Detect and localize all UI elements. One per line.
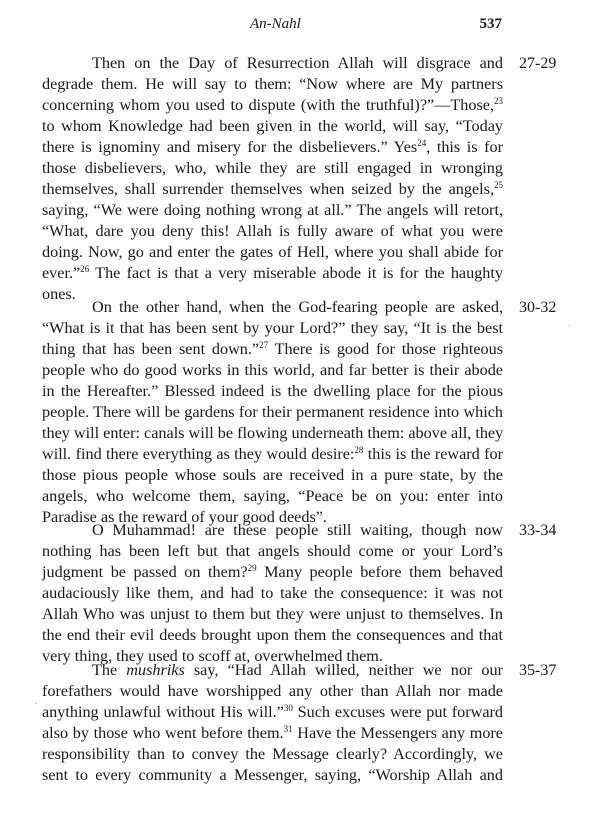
text-run: angels, who welcome them, saying, “Peace be on you: enter into <box>42 487 503 505</box>
paragraph <box>42 297 503 528</box>
text-run: in the Hereafter.” Blessed indeed is the dwelling place for the pious <box>42 382 503 400</box>
text-run: this is the reward for <box>363 445 503 463</box>
page-header <box>60 16 500 36</box>
text-run: sent to every community a Messenger, saying, “Worship Allah and <box>42 766 503 784</box>
text-line <box>42 702 503 723</box>
footnote-marker: 31 <box>283 724 293 734</box>
footnote-marker: 27 <box>259 340 269 350</box>
text-run: degrade them. He will say to them: “Now where are My partners <box>42 75 503 93</box>
text-run: There is good for those righteous <box>268 340 503 358</box>
text-run: On the other hand, when the God-fearing people are asked, <box>92 298 503 316</box>
text-run: The <box>92 661 127 679</box>
italic-term: mushriks <box>126 661 185 679</box>
text-run: people who do good works in this world, and far better is their abode <box>42 361 503 379</box>
text-line <box>42 297 503 318</box>
text-run: O Muhammad! are these people still waiting, though now <box>92 521 503 539</box>
text-line <box>42 179 503 200</box>
text-run: to whom Knowledge had been given in the world, will say, “Today <box>42 117 503 135</box>
text-run: “What, dare you deny this! Allah is fully aware of what you were <box>42 222 503 240</box>
text-run: anything unlawful without His will.” <box>42 703 284 721</box>
text-line <box>42 583 503 604</box>
text-run: “What is it that has been sent by your Lord?” they say, “It is the best <box>42 319 503 337</box>
text-run: say, “Had Allah willed, neither we nor our <box>184 661 504 679</box>
text-line <box>42 95 503 116</box>
footnote-marker: 23 <box>494 96 503 106</box>
text-run: Paradise as the reward of your good deeds”. <box>42 508 327 526</box>
text-line <box>42 381 503 402</box>
text-line <box>42 339 503 360</box>
scan-speck: · <box>568 321 572 332</box>
text-run: doing. Now, go and enter the gates of Hell, where you shall abide for <box>42 243 503 261</box>
text-run: those disbelievers, who, while they are still engaged in wronging <box>42 159 503 177</box>
text-run: nothing has been left but that angels should come or your Lord’s <box>42 542 503 560</box>
text-line <box>42 318 503 339</box>
paragraph <box>42 53 503 305</box>
text-run: saying, “We were doing nothing wrong at all.” The angels will retort, <box>42 201 503 219</box>
paragraph <box>42 520 503 667</box>
text-run: ones. <box>42 285 76 303</box>
text-line <box>42 53 503 74</box>
text-line <box>42 562 503 583</box>
text-line <box>42 74 503 95</box>
footnote-marker: 25 <box>494 180 503 190</box>
text-run: , this is for <box>426 138 503 156</box>
footnote-marker: 29 <box>247 563 257 573</box>
footnote-marker: 24 <box>417 138 427 148</box>
text-run: those pious people whose souls are received in a pure state, by the <box>42 466 503 484</box>
text-run: Then on the Day of Resurrection Allah will disgrace and <box>92 54 503 72</box>
text-run: will. find there everything as they would desire: <box>42 445 355 463</box>
text-run: there is ignominy and misery for the disbelievers.” Yes <box>42 138 418 156</box>
scan-speck: · <box>34 699 38 710</box>
text-run: The fact is that a very miserable abode it is for the haughty <box>89 264 503 282</box>
text-run: concerning whom you used to dispute (with the truthful)?”—Those, <box>42 96 494 114</box>
footnote-marker: 28 <box>354 445 364 455</box>
verse-reference: 30-32 <box>519 299 557 316</box>
text-run: responsibility than to convey the Message clearly? Accordingly, we <box>42 745 503 763</box>
text-line <box>42 604 503 625</box>
footnote-marker: 30 <box>283 703 293 713</box>
text-run: very thing, they used to scoff at, overwhelmed them. <box>42 647 383 665</box>
verse-reference: 33-34 <box>519 522 557 539</box>
text-run: ever.” <box>42 264 81 282</box>
verse-reference: 27-29 <box>519 55 557 72</box>
page-number: 537 <box>479 16 502 32</box>
text-line <box>42 681 503 702</box>
text-run: Many people before them behaved <box>256 563 503 581</box>
text-line <box>42 520 503 541</box>
text-line <box>42 200 503 221</box>
text-line <box>42 158 503 179</box>
text-run: themselves, shall surrender themselves when seized by the angels, <box>42 180 494 198</box>
paragraph <box>42 660 503 786</box>
running-title: An-Nahl <box>250 16 301 32</box>
text-run: forefathers would have worshipped any other than Allah nor made <box>42 682 503 700</box>
text-line <box>42 660 503 681</box>
text-line <box>42 137 503 158</box>
text-line <box>42 625 503 646</box>
text-line <box>42 723 503 744</box>
text-line <box>42 444 503 465</box>
text-line <box>42 402 503 423</box>
text-run: judgment be passed on them? <box>42 563 248 581</box>
text-line <box>42 486 503 507</box>
text-line <box>42 263 503 284</box>
text-line <box>42 242 503 263</box>
text-run: Allah Who was unjust to them but they were unjust to themselves. In <box>42 605 503 623</box>
text-line <box>42 744 503 765</box>
text-run: they will enter: canals will be flowing underneath them: above all, they <box>42 424 504 442</box>
text-run: also by those who went before them. <box>42 724 284 742</box>
text-line <box>42 360 503 381</box>
footnote-marker: 26 <box>80 264 90 274</box>
text-run: the end their evil deeds brought upon them the consequences and that <box>42 626 503 644</box>
text-line <box>42 465 503 486</box>
text-line <box>42 423 503 444</box>
text-run: people. There will be gardens for their permanent residence into which <box>42 403 503 421</box>
text-line <box>42 221 503 242</box>
text-run: Such excuses were put forward <box>292 703 503 721</box>
verse-reference: 35-37 <box>519 662 557 679</box>
text-run: audaciously like them, and had to take the consequence: it was not <box>42 584 503 602</box>
text-run: thing that has been sent down.” <box>42 340 260 358</box>
text-run: Have the Messengers any more <box>292 724 503 742</box>
text-line <box>42 116 503 137</box>
text-line <box>42 541 503 562</box>
text-line <box>42 765 503 786</box>
